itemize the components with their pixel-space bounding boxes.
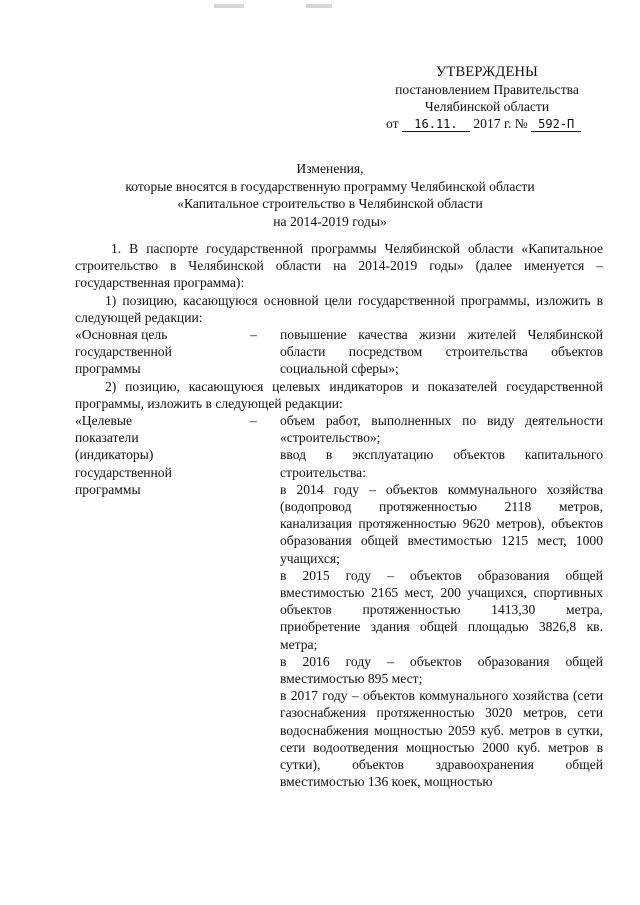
approval-date-line: [386, 115, 602, 132]
goal-text-cell: [280, 326, 603, 378]
targets-label: [75, 412, 257, 790]
heading-line-1: Изменения,: [296, 161, 364, 176]
goal-label-line-3: программы: [75, 361, 141, 377]
document-body: [75, 240, 603, 791]
date-value: 16.11.: [402, 117, 470, 132]
targets-dash: –: [250, 413, 257, 429]
targets-label-line-2: показатели: [75, 430, 139, 446]
targets-label-line-4: государственной: [75, 464, 172, 480]
goal-text: повышение качества жизни жителей Челябинской области посредством строительства объектов социальной сферы»;: [280, 327, 603, 377]
year-text: 2017 г. №: [473, 116, 528, 131]
decree-number: 592-П: [531, 117, 581, 132]
targets-item-1: объем работ, выполненных по виду деятельности «строительство»;: [280, 413, 603, 446]
goal-label-line-1: «Основная цель: [75, 327, 168, 343]
paragraph-2: 1) позицию, касающуюся основной цели государственной программы, изложить в следующей редакции:: [75, 292, 603, 325]
scan-artifact: [214, 4, 244, 8]
goal-label: [75, 326, 257, 378]
heading-line-3: «Капитальное строительство в Челябинской области: [177, 196, 483, 211]
targets-item-6: в 2017 году – объектов коммунального хозяйства (сети газоснабжения протяженностью 3020 метров, сети водоснабжения мощностью 2059 куб. метров в сутки, сети водоотведения мощностью 2000 куб. метров в сутки), объектов здравоохранения общей вместимостью 136 коек, мощностью: [280, 688, 603, 790]
approval-line-2: Челябинской области: [424, 99, 550, 114]
targets-label-line-1: «Целевые: [75, 413, 133, 429]
goal-label-line-2: государственной: [75, 344, 172, 360]
heading-line-4: на 2014-2019 годы»: [273, 213, 387, 229]
approval-line-1: постановлением Правительства: [395, 82, 579, 97]
paragraph-1: 1. В паспорте государственной программы Челябинской области «Капитальное строительство в Челябинской области на 2014-2019 годы» (далее именуется – государственная программа):: [75, 241, 603, 291]
scan-artifact: [306, 4, 332, 8]
targets-label-line-5: программы: [75, 481, 141, 497]
targets-item-5: в 2016 году – объектов образования общей вместимостью 895 мест;: [280, 653, 603, 687]
targets-item-4: в 2015 году – объектов образования общей вместимостью 2165 мест, 200 учащихся, спортивных объектов протяженностью 1413,30 метра, приобретение здания общей площадью 3826,8 кв. метра;: [280, 567, 603, 652]
targets-label-line-3: (индикаторы): [75, 447, 154, 463]
targets-item-3: в 2014 году – объектов коммунального хозяйства (водопровод протяженностью 2118 метров, канализация протяженностью 9620 метров), объектов образования общей вместимостью 1215 мест, 1000 учащихся;: [280, 481, 603, 566]
targets-text-cell: [280, 412, 603, 790]
approval-title: УТВЕРЖДЕНЫ: [435, 64, 539, 80]
heading-line-2: которые вносятся в государственную программу Челябинской области: [125, 178, 535, 194]
approval-block: [372, 63, 602, 132]
targets-row: [75, 412, 603, 790]
paragraph-3: 2) позицию, касающуюся целевых индикаторов и показателей государственной программы, изложить в следующей редакции:: [75, 378, 603, 411]
targets-item-2: ввод в эксплуатацию объектов капитального строительства:: [280, 447, 603, 480]
date-prefix: от: [386, 116, 399, 131]
goal-dash: –: [250, 327, 257, 343]
document-heading: [60, 160, 600, 230]
goal-row: [75, 326, 603, 378]
